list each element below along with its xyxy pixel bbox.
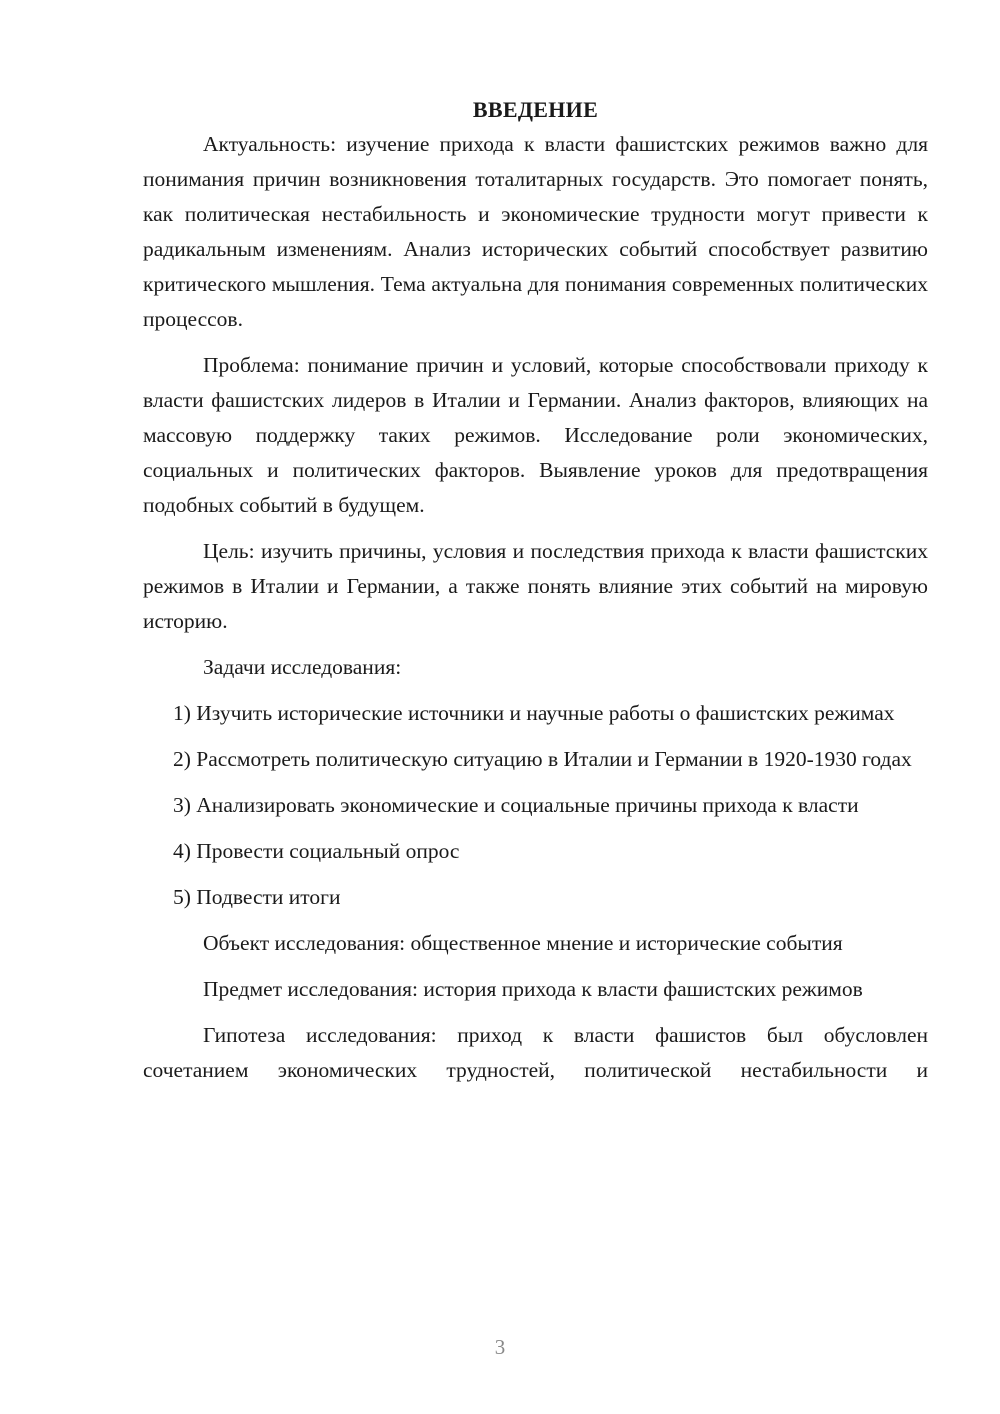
task-item-4: 4) Провести социальный опрос: [173, 839, 460, 863]
subject-paragraph: Предмет исследования: история прихода к власти фашистских режимов: [203, 977, 863, 1001]
object-paragraph: Объект исследования: общественное мнение и исторические события: [203, 931, 843, 955]
goal-paragraph: Цель: изучить причины, условия и последствия прихода к власти фашистских режимов в Италии и Германии, а также понять влияние этих событий на мировую историю.: [143, 539, 928, 633]
section-title: ВВЕДЕНИЕ: [472, 97, 599, 122]
task-item-3: 3) Анализировать экономические и социальные причины прихода к власти: [173, 793, 859, 817]
page-number: 3: [494, 1335, 506, 1359]
document-page: [143, 92, 928, 1099]
tasks-heading: Задачи исследования:: [203, 655, 402, 679]
hypothesis-paragraph: Гипотеза исследования: приход к власти фашистов был обусловлен сочетанием экономических трудностей, политической нестабильности и: [143, 1023, 928, 1082]
task-item-1: 1) Изучить исторические источники и научные работы о фашистских режимах: [173, 701, 895, 725]
relevance-paragraph: Актуальность: изучение прихода к власти фашистских режимов важно для понимания причин возникновения тоталитарных государств. Это помогает понять, как политическая нестабильность и экономические трудности могут привести к радикальным изменениям. Анализ исторических событий способствует развитию критического мышления. Тема актуальна для понимания современных политических процессов.: [143, 132, 928, 331]
problem-paragraph: Проблема: понимание причин и условий, которые способствовали приходу к власти фашистских лидеров в Италии и Германии. Анализ факторов, влияющих на массовую поддержку таких режимов. Исследование роли экономических, социальных и политических факторов. Выявление уроков для предотвращения подобных событий в будущем.: [143, 353, 928, 517]
task-item-2: 2) Рассмотреть политическую ситуацию в Италии и Германии в 1920-1930 годах: [173, 747, 912, 771]
task-item-5: 5) Подвести итоги: [173, 885, 341, 909]
